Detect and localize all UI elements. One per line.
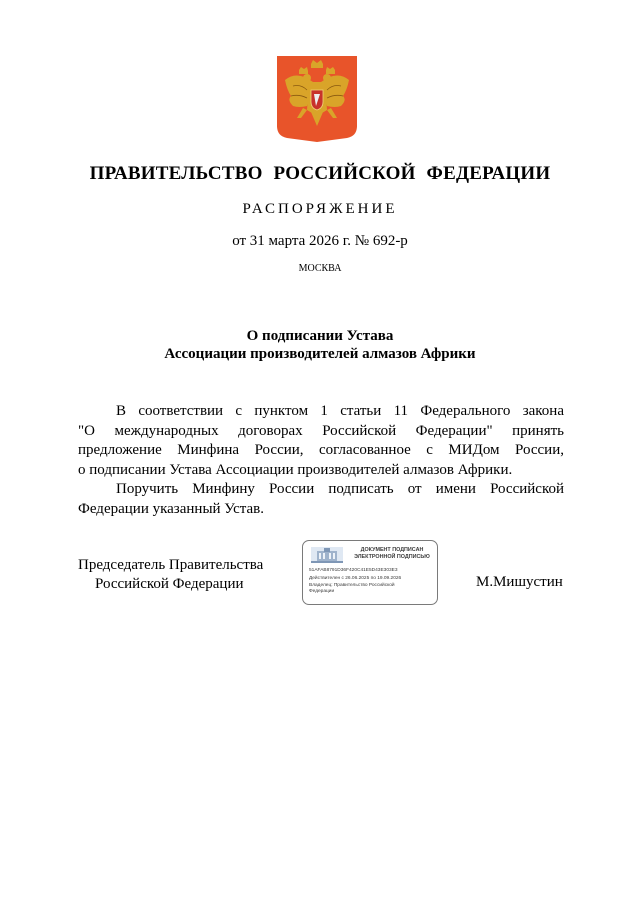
government-title: ПРАВИТЕЛЬСТВО РОССИЙСКОЙ ФЕДЕРАЦИИ	[89, 163, 551, 184]
body-line: о подписании Устава Ассоциации производителей алмазов Африки.	[78, 461, 513, 478]
document-subject	[0, 327, 640, 363]
body-line: "О международных договорах Российской Федерации" принять	[78, 422, 564, 439]
stamp-title-line: ЭЛЕКТРОННОЙ ПОДПИСЬЮ	[354, 553, 430, 560]
paragraph	[78, 480, 564, 519]
subject-line: О подписании Устава	[246, 328, 394, 344]
stamp-title	[349, 547, 435, 560]
certificate-owner: Федерации	[309, 589, 335, 594]
state-emblem	[277, 56, 357, 142]
certificate-validity: Действителен с 26.06.2025 по 19.09.2026	[309, 576, 402, 581]
signer-position-line: Председатель Правительства	[78, 557, 264, 573]
signer-position-line: Российской Федерации	[95, 576, 244, 592]
certificate-number: 51AFAB8791D36F420C41E5D43E303E3	[309, 568, 398, 573]
electronic-signature-stamp	[302, 540, 438, 605]
document-body	[78, 402, 564, 519]
government-building-icon	[311, 547, 343, 563]
subject-line: Ассоциации производителей алмазов Африки	[164, 346, 476, 362]
stamp-title-line: ДОКУМЕНТ ПОДПИСАН	[360, 547, 424, 553]
document-type: РАСПОРЯЖЕНИЕ	[242, 201, 398, 217]
document-city: МОСКВА	[298, 263, 342, 274]
document-date-number: от 31 марта 2026 г. № 692-р	[232, 233, 408, 249]
signer-position	[78, 556, 278, 594]
double-headed-eagle-icon	[277, 56, 357, 142]
body-line: В соответствии с пунктом 1 статьи 11 Федерального закона	[116, 403, 564, 419]
body-line: Поручить Минфину России подписать от имени Российской	[116, 481, 564, 497]
certificate-owner: Владелец: Правительство Российской	[309, 583, 395, 588]
body-line: Федерации указанный Устав.	[78, 500, 265, 517]
body-line: предложение Минфина России, согласованное с МИДом России,	[78, 442, 564, 458]
signer-name: М.Мишустин	[476, 574, 563, 590]
paragraph	[78, 402, 564, 480]
